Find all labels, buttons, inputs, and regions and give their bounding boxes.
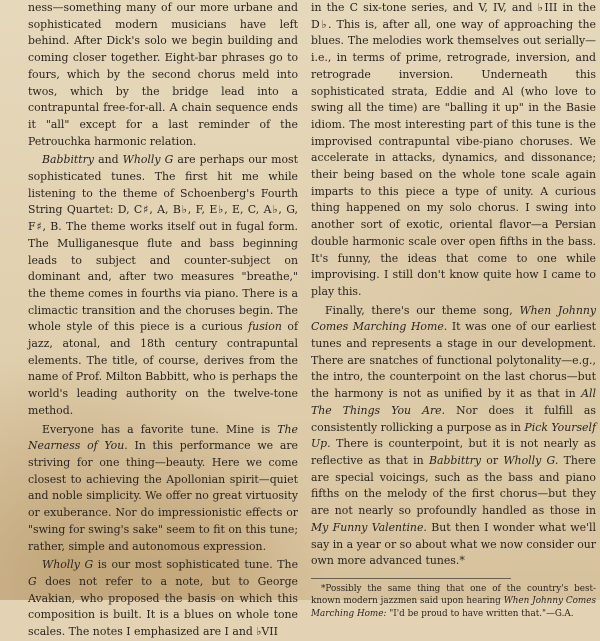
paragraph: Babbittry and Wholly G are perhaps our most sophisticated tunes. The first hit me while listening to the theme of Schoenberg's Fourth String Quartet: D, C♯, A, B♭, F, E♭, E, C, A♭, G, F♯, B. The theme works itself out in fugal form. The Mulliganesque flute and bass beginning leads to subject and counter-subject on dominant and, after two measures "breathe," the theme comes in fourths via piano. There is a climactic transition and the choruses begin. The whole style of this piece is a curious fusion of jazz, atonal, and 18th century contrapuntal elements. The title, of course, derives from the name of Prof. Milton Babbitt, who is perhaps the world's leading authority on the twelve-tone method. — [28, 153, 299, 417]
paragraph: Finally, there's our theme song, When Johnny Comes Marching Home. It was one of our earliest tunes and represents a stage in our development. There are snatches of functional polytonality—e.g., the intro, the counterpoint on the last chorus—but the harmony is not as unified by it as that in All The Things You Are. Nor does it fulfill as consistently rollicking a purpose as in Pick Yourself Up. There is counterpoint, but it is not nearly as reflective as that in Babbittry or Wholly G. There are special voicings, such as the bass and piano fifths on the melody of the first chorus—but they are not nearly so profoundly handled as those in My Funny Valentine. But then I wonder what we'll say in a year or so about what we now consider our own more advanced tunes.* — [311, 303, 597, 568]
paragraph: Wholly G is our most sophisticated tune. The G does not refer to a note, but to George Avakian, who proposed the basis on which this composition is built. It is a blues on whole tone scales. The notes I emphasized are I and ♭VII — [28, 558, 299, 639]
footnote — [311, 578, 596, 621]
right-column — [311, 0, 596, 620]
footnote-text: *Possibly the same thing that one of the country's best-known modern jazzmen said upon hearing When Johnny Comes Marching Home: "I'd be proud to have written that."—G.A. — [311, 583, 596, 619]
paragraph: ness—something many of our more urbane and sophisticated modern musicians have left behind. After Dick's solo we begin building and coming closer together. Eight-bar phrases go to fours, which by the second chorus meld into twos, which by the bridge lead into a contrapuntal free-for-all. A chain sequence ends it "all" except for a last reminder of the Petrouchka harmonic relation. — [28, 1, 298, 148]
paragraph: in the C six-tone series, and V, IV, and ♭III in the D♭. This is, after all, one way of approaching the blues. The melodies work themselves out serially—i.e., in terms of prime, retrograde, inversion, and retrograde inversion. Underneath this sophisticated strata, Eddie and Al (who love to swing all the time) are "balling it up" in the Basie idiom. The most interesting part of this tune is the improvised contrapuntal vibe-piano choruses. We accelerate in attacks, dynamics, and dissonance; their being based on the whole tone scale again imparts to this piece a type of unity. A curious thing happened on my solo chorus. I swing into another sort of exotic, oriental flavor—a Persian double harmonic scale over open fifths in the bass. It's funny, the ideas that come to one while improvising. I still don't know quite how I came to play this. — [311, 1, 596, 298]
left-column — [28, 0, 298, 641]
paragraph: Everyone has a favorite tune. Mine is The Nearness of You. In this performance we are striving for one thing—beauty. Here we come closest to achieving the Apollonian spirit—quiet and noble simplicity. We offer no great virtuosity or exuberance. Nor do impressionistic effects or "swing for swing's sake" seem to fit on this tune; rather, simple and autonomous expression. — [28, 422, 298, 553]
